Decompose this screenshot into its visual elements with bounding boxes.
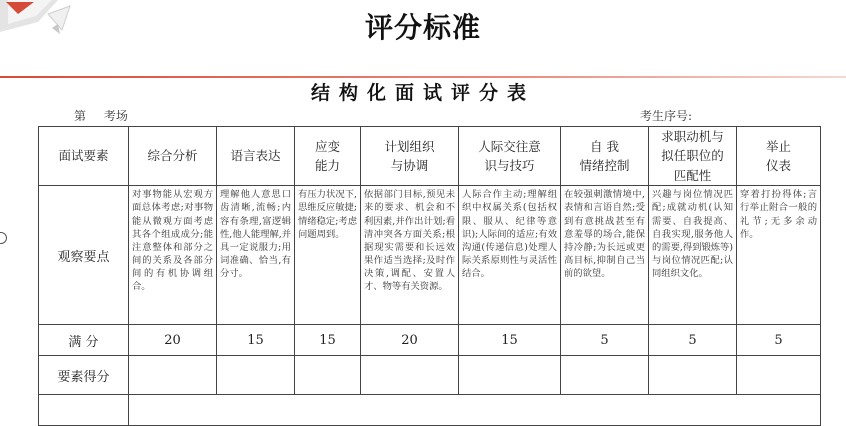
- score-cell[interactable]: [295, 356, 361, 395]
- observation-text: 兴趣与岗位情况匹配;成就动机(认知需要、自我提高、自我实现,服务他人的需要,得到锻炼等)与岗位情况匹配;认同组织文化。: [652, 189, 733, 280]
- row-label: 满 分: [39, 325, 129, 356]
- observation-cell: [129, 186, 217, 325]
- observation-cell: [649, 186, 737, 325]
- element-score-row: [39, 356, 821, 395]
- observation-text: 有压力状况下,思维反应敏捷;情绪稳定;考虑问题周到。: [298, 189, 357, 240]
- header-text: 自 我 情绪控制: [579, 138, 630, 174]
- row-label: 要素得分: [39, 356, 129, 395]
- score-cell[interactable]: [737, 356, 821, 395]
- full-score-row: [39, 325, 821, 356]
- score-cell[interactable]: [561, 356, 649, 395]
- full-score-cell: 5: [649, 325, 737, 356]
- score-cell[interactable]: [459, 356, 561, 395]
- header-cell: [217, 127, 295, 186]
- header-cell: [561, 127, 649, 186]
- header-text: 举止 仪表: [765, 138, 791, 174]
- header-text: 求职动机与 拟任职位的 匹配性: [661, 129, 724, 183]
- header-text: 计划组织 与协调: [384, 138, 435, 174]
- observation-text: 理解他人意思口齿清晰,流畅;内容有条理,富逻辑性,他人能理解,并具一定说服力;用词准确、恰当,有分寸。: [220, 189, 291, 280]
- full-score-cell: 20: [361, 325, 459, 356]
- blank-row: [39, 395, 821, 426]
- observation-cell: [561, 186, 649, 325]
- header-cell: [295, 127, 361, 186]
- header-text: 面试要素: [58, 148, 109, 164]
- score-cell[interactable]: [649, 356, 737, 395]
- header-text: 语言表达: [230, 148, 281, 164]
- slide-title: 评分标准: [364, 11, 481, 44]
- full-score-cell: 15: [217, 325, 295, 356]
- header-text: 人际交往意 识与技巧: [478, 138, 541, 174]
- row-label: 观察要点: [39, 186, 129, 325]
- blank-cell[interactable]: [129, 395, 821, 426]
- full-score-cell: 5: [561, 325, 649, 356]
- observation-cell: [217, 186, 295, 325]
- blank-cell: [39, 395, 129, 426]
- header-cell: [39, 127, 129, 186]
- header-text: 综合分析: [147, 148, 198, 164]
- observation-text: 对事物能从宏观方面总体考虑;对事物能从微观方面考虑其各个组成成分;能注意整体和部分之间的关系及各部分间的有机协调组合。: [132, 189, 213, 293]
- header-cell: [129, 127, 217, 186]
- observation-cell: [459, 186, 561, 325]
- header-cell: [737, 127, 821, 186]
- score-cell[interactable]: [217, 356, 295, 395]
- candidate-number-label: 考生序号:: [640, 109, 693, 123]
- observation-cell: [295, 186, 361, 325]
- score-cell[interactable]: [361, 356, 459, 395]
- full-score-cell: 5: [737, 325, 821, 356]
- header-cell: [361, 127, 459, 186]
- header-cell: [649, 127, 737, 186]
- side-marker: [0, 232, 7, 244]
- score-cell[interactable]: [129, 356, 217, 395]
- full-score-cell: 15: [459, 325, 561, 356]
- observation-row: [39, 186, 821, 325]
- header-text: 应变 能力: [314, 138, 340, 174]
- header-cell: [459, 127, 561, 186]
- observation-cell: [737, 186, 821, 325]
- header-row: [39, 127, 821, 186]
- observation-text: 在较强刺激情境中,表情和言语自然;受到有意挑战甚至有意羞辱的场合,能保持冷静;为长远或更高目标,抑制自己当前的欲望。: [564, 189, 645, 280]
- full-score-cell: 15: [295, 325, 361, 356]
- full-score-cell: 20: [129, 325, 217, 356]
- observation-text: 依据部门目标,预见未来的要求、机会和不利因素,并作出计划;看清冲突各方面关系;根据现实需要和长远效果作适当选择;及时作决策,调配、安置人才、物等有关资源。: [364, 189, 455, 293]
- observation-cell: [361, 186, 459, 325]
- scoring-table: [38, 126, 821, 426]
- table-title: 结构化面试评分表: [310, 82, 535, 104]
- observation-text: 人际合作主动;理解组织中权属关系(包括权限、服从、纪律等意识);人际间的适应;有效沟通(传递信息)处理人际关系原则性与灵活性结合。: [462, 189, 557, 280]
- venue-label: 第 考场: [74, 109, 128, 123]
- observation-text: 穿着打扮得体;言行举止附合一般的礼节;无多余动作。: [740, 189, 817, 240]
